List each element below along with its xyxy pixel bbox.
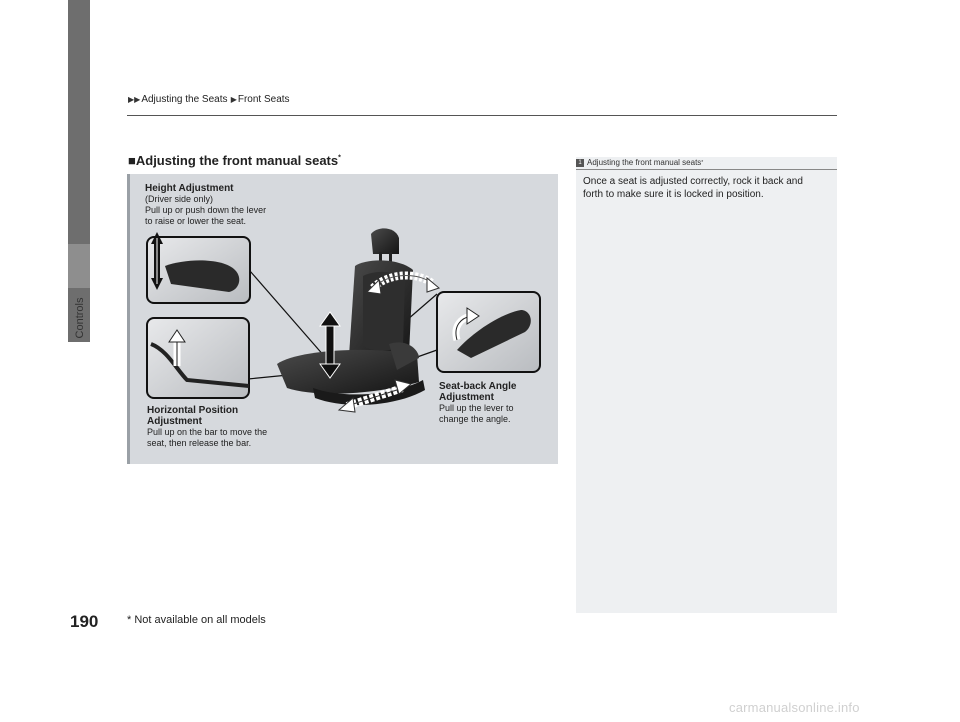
section-marker: *: [338, 154, 341, 162]
note-body: Once a seat is adjusted correctly, rock it back and forth to make sure it is locked in position.: [583, 176, 803, 200]
note-divider: [576, 169, 837, 170]
note-panel: [576, 157, 837, 613]
note-title-text: Adjusting the front manual seats: [587, 158, 702, 167]
page-number: 190: [70, 612, 99, 631]
section-title: [128, 153, 341, 168]
note-title: [576, 158, 837, 167]
side-tab-active: [68, 244, 90, 288]
side-tab-bar: [68, 0, 90, 342]
callout-height-line: Pull up or push down the lever: [145, 205, 267, 215]
seat-image: [277, 228, 425, 405]
breadcrumb: [127, 94, 290, 105]
callout-seatback-title: Seat-back Angle: [439, 381, 517, 392]
seatback-lever-inset: [437, 292, 540, 372]
section-bullet-icon: ■: [128, 153, 136, 168]
watermark: carmanualsonline.info: [729, 700, 860, 715]
callout-horizontal-line: Pull up on the bar to move the: [147, 427, 268, 437]
callout-horizontal: [147, 405, 267, 449]
callout-seatback-line: change the angle.: [439, 414, 511, 424]
seat-adjustment-figure: [127, 174, 558, 464]
footnote: * Not available on all models: [127, 614, 266, 626]
figure-left-border: [127, 174, 130, 464]
callout-horizontal-title: Horizontal Position: [147, 405, 239, 416]
callout-seatback-line: Pull up the lever to: [439, 403, 514, 413]
horizontal-bar-inset: [147, 318, 249, 398]
height-arrow-icon: [320, 312, 340, 378]
callout-horizontal-line: seat, then release the bar.: [147, 438, 252, 448]
callout-height-line: (Driver side only): [145, 194, 214, 204]
side-tab-label[interactable]: Controls: [74, 297, 86, 339]
callout-height: [145, 183, 266, 227]
callout-horizontal-title: Adjustment: [147, 416, 202, 427]
note-marker: *: [701, 159, 704, 166]
callout-height-line: to raise or lower the seat.: [145, 216, 247, 226]
breadcrumb-arrow-icon: ▶: [228, 95, 237, 104]
breadcrumb-item-seats[interactable]: Adjusting the Seats: [141, 94, 228, 105]
callout-seatback: [439, 381, 516, 425]
note-number-icon: 1: [576, 159, 584, 167]
callout-seatback-title: Adjustment: [439, 392, 494, 403]
breadcrumb-item-front-seats[interactable]: Front Seats: [237, 94, 290, 105]
height-lever-inset: [147, 232, 250, 303]
header-divider: [127, 115, 837, 116]
breadcrumb-arrow-icon: ▶▶: [128, 95, 141, 104]
section-title-text: Adjusting the front manual seats: [135, 153, 339, 168]
callout-height-title: Height Adjustment: [145, 183, 234, 194]
